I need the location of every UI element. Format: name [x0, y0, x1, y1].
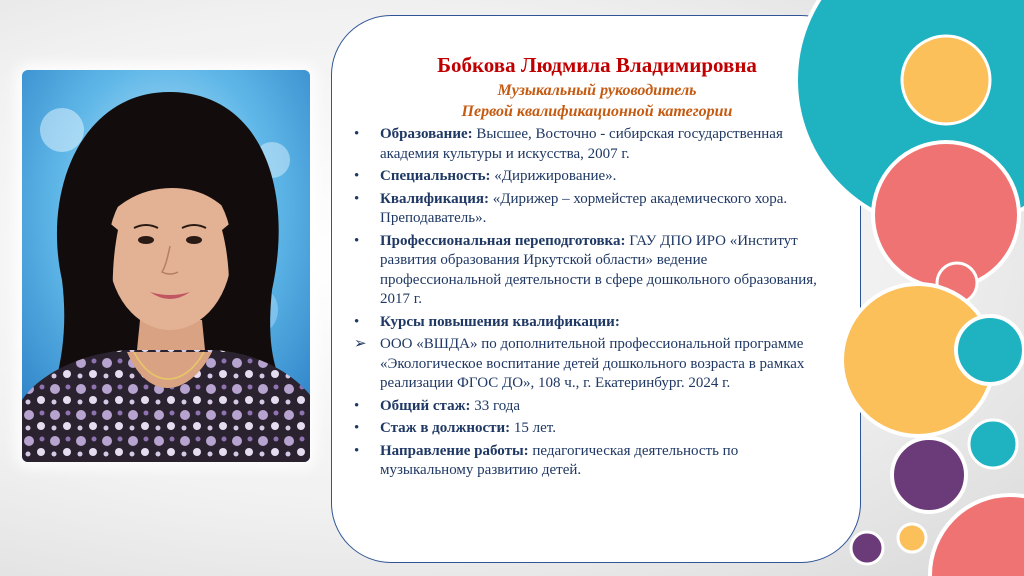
list-item: [352, 313, 822, 333]
info-list: [352, 125, 822, 484]
arrow-bullet-icon: ➢: [354, 336, 367, 352]
bullet-icon: •: [354, 168, 360, 184]
bullet-icon: •: [354, 126, 360, 142]
yellow-circle-large: [842, 284, 994, 436]
item-label: Курсы повышения квалификации:: [380, 313, 620, 330]
list-item: [352, 190, 822, 229]
item-label: Образование:: [380, 126, 473, 142]
small-purple-circle: [851, 532, 883, 564]
yellow-circle: [902, 36, 990, 124]
item-text: Высшее, Восточно - сибирская государственная академия культуры и искусства, 2007 г.: [380, 126, 783, 162]
job-title: Музыкальный руководитель: [497, 82, 697, 99]
list-item: [352, 167, 822, 187]
portrait-photo: [22, 70, 310, 462]
list-item: [352, 397, 822, 417]
item-label: Специальность:: [380, 168, 491, 184]
list-item: [352, 125, 822, 164]
small-coral-circle: [937, 263, 977, 303]
info-card: [331, 15, 861, 563]
purple-circle: [892, 438, 966, 512]
coral-circle-bottom: [930, 495, 1024, 576]
list-item: [352, 442, 822, 481]
item-label: Профессиональная переподготовка:: [380, 232, 626, 249]
item-text: «Дирижер – хормейстер академического хора. Преподаватель».: [380, 190, 788, 226]
teal-circle-small: [969, 420, 1017, 468]
item-label: Направление работы:: [380, 442, 529, 459]
small-yellow-circle: [898, 524, 926, 552]
list-item: [352, 232, 822, 310]
item-text: ООО «ВШДА» по дополнительной профессиональной программе «Экологическое воспитание детей дошкольного возраста в рамках реализации ФГОС ДО», 108 ч., г. Екатеринбург. 2024 г.: [380, 336, 805, 391]
bullet-icon: •: [354, 420, 360, 436]
item-label: Стаж в должности:: [380, 420, 511, 436]
item-label: Квалификация:: [380, 190, 489, 207]
person-name: Бобкова Людмила Владимировна: [437, 53, 757, 77]
coral-circle: [873, 142, 1019, 288]
bullet-icon: •: [354, 190, 360, 207]
item-text: педагогическая деятельность по музыкальному развитию детей.: [380, 442, 739, 478]
list-item: [352, 335, 822, 394]
bullet-icon: •: [354, 397, 360, 414]
bullet-icon: •: [354, 442, 360, 459]
qualification-category: Первой квалификационной категории: [461, 103, 733, 120]
item-text: «Дирижирование».: [490, 168, 617, 184]
list-item: [352, 419, 822, 439]
bullet-icon: •: [354, 313, 360, 330]
bullet-icon: •: [354, 232, 360, 249]
portrait-illustration: [22, 70, 310, 462]
item-text: ГАУ ДПО ИРО «Институт развития образования Иркутской области» ведение профессиональной деятельности в сфере дошкольного образования, 2017 г.: [380, 232, 817, 307]
teal-circle-medium: [956, 316, 1024, 384]
item-text: 15 лет.: [510, 420, 556, 436]
item-text: 33 года: [470, 397, 521, 414]
item-label: Общий стаж:: [380, 397, 471, 414]
